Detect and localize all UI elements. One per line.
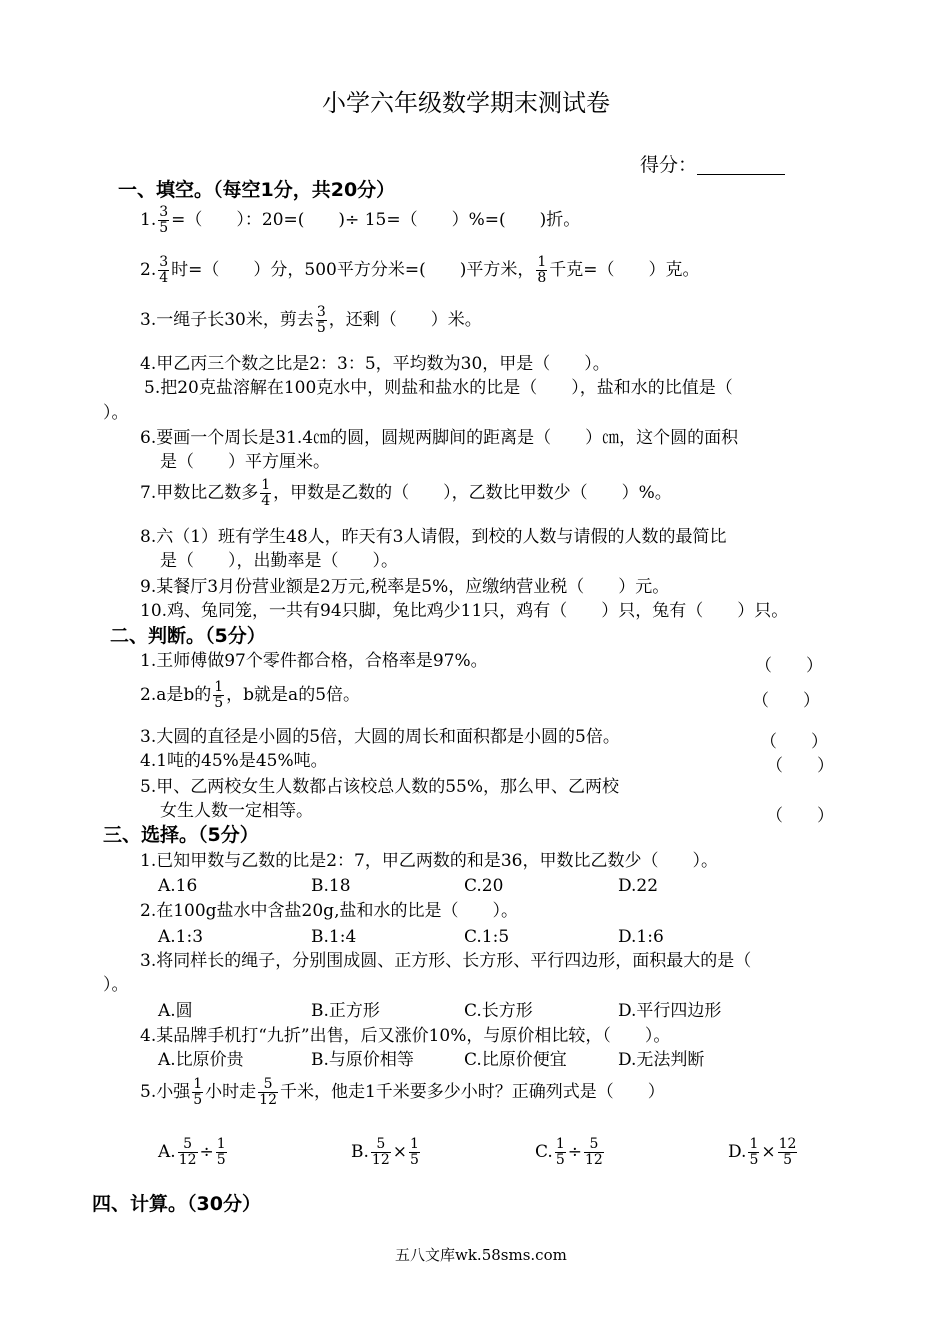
s1-q3: 3.一绳子长30米，剪去 $\frac{3}{5}$ ，还剩（ ）米。: [140, 304, 482, 336]
s3-q2-opt-b[interactable]: B.1:4: [311, 927, 357, 947]
s2-q4: 4.1吨的45%是45%吨。: [140, 751, 328, 771]
fraction: $\frac{1}{4}$: [261, 477, 271, 509]
s1-q8: 8.六（1）班有学生48人，昨天有3人请假，到校的人数与请假的人数的最简比: [140, 527, 727, 547]
fraction: $\frac{1}{5}$: [216, 1136, 226, 1168]
fraction: $\frac{5}{12}$: [178, 1136, 197, 1168]
fraction: $\frac{5}{12}$: [371, 1136, 390, 1168]
s3-q2-opt-a[interactable]: A.1:3: [158, 927, 204, 947]
fraction: $\frac{5}{12}$: [584, 1136, 603, 1168]
fraction: $\frac{1}{8}$: [537, 254, 547, 286]
s1-q5-cont: ）。: [103, 403, 129, 423]
s1-q10: 10.鸡、兔同笼，一共有94只脚，兔比鸡少11只，鸡有（ ）只，兔有（ ）只。: [140, 601, 789, 621]
s3-q3-opt-a[interactable]: A.圆: [158, 1001, 193, 1021]
s2-q5: 5.甲、乙两校女生人数都占该校总人数的55%，那么甲、乙两校: [140, 777, 620, 797]
fraction: $\frac{1}{5}$: [749, 1136, 759, 1168]
s3-q3-opt-b[interactable]: B.正方形: [311, 1001, 380, 1021]
s3-q1-opt-d[interactable]: D.22: [618, 876, 659, 896]
s3-q3-opt-d[interactable]: D.平行四边形: [618, 1001, 722, 1021]
fraction: $\frac{1}{5}$: [214, 679, 224, 711]
s1-q8-cont: 是（ ），出勤率是（ ）。: [160, 551, 398, 571]
fraction: $\frac{12}{5}$: [778, 1136, 797, 1168]
s3-q5: 5.小强 $\frac{1}{5}$ 小时走 $\frac{5}{12}$ 千米，他走1千米要多少小时？正确列式是（ ）: [140, 1076, 665, 1108]
section-2-heading: 二、判断。（5分）: [110, 625, 266, 647]
score-label: 得分：: [640, 154, 698, 176]
s2-q4-answer[interactable]: （ ）: [766, 756, 834, 776]
s1-q2: 2. $\frac{3}{4}$ 时=（ ）分，500平方分米=( )平方米， $\frac{1}{8}$ 千克=（ ）克。: [140, 254, 700, 286]
s3-q1-opt-a[interactable]: A.16: [158, 876, 198, 896]
fraction: $\frac{1}{5}$: [193, 1076, 203, 1108]
s1-q6: 6.要画一个周长是31.4㎝的圆，圆规两脚间的距离是（ ）㎝，这个圆的面积: [140, 428, 739, 448]
s3-q5-opt-a[interactable]: A. $\frac{5}{12}$ ÷ $\frac{1}{5}$: [158, 1136, 226, 1168]
s3-q2: 2.在100g盐水中含盐20g,盐和水的比是（ ）。: [140, 901, 518, 921]
section-4-heading: 四、计算。（30分）: [92, 1193, 261, 1215]
s3-q4: 4.某品牌手机打“九折”出售，后又涨价10%，与原价相比较，（ ）。: [140, 1026, 671, 1046]
s2-q1-answer[interactable]: （ ）: [755, 656, 823, 676]
s3-q2-opt-d[interactable]: D.1:6: [618, 927, 664, 947]
s3-q3: 3.将同样长的绳子，分别围成圆、正方形、长方形、平行四边形，面积最大的是（: [140, 951, 752, 971]
s1-q7: 7.甲数比乙数多 $\frac{1}{4}$ ，甲数是乙数的（ ），乙数比甲数少（ ）%。: [140, 477, 672, 509]
s3-q5-opt-c[interactable]: C. $\frac{1}{5}$ ÷ $\frac{5}{12}$: [535, 1136, 603, 1168]
s3-q4-opt-d[interactable]: D.无法判断: [618, 1050, 705, 1070]
s3-q4-opt-c[interactable]: C.比原价便宜: [464, 1050, 567, 1070]
s3-q1-opt-c[interactable]: C.20: [464, 876, 504, 896]
s3-q4-opt-a[interactable]: A.比原价贵: [158, 1050, 244, 1070]
fraction: $\frac{1}{5}$: [555, 1136, 565, 1168]
s1-q5: 5.把20克盐溶解在100克水中，则盐和盐水的比是（ ），盐和水的比值是（: [144, 378, 733, 398]
fraction: $\frac{3}{5}$: [159, 204, 169, 236]
s2-q2-answer[interactable]: （ ）: [752, 691, 820, 711]
section-3-heading: 三、选择。（5分）: [103, 824, 259, 846]
s3-q5-opt-d[interactable]: D. $\frac{1}{5}$ × $\frac{12}{5}$: [728, 1136, 797, 1168]
s2-q2: 2.a是b的 $\frac{1}{5}$ ，b就是a的5倍。: [140, 679, 361, 711]
s1-q6-cont: 是（ ）平方厘米。: [160, 452, 330, 472]
fraction: $\frac{3}{5}$: [316, 304, 326, 336]
section-1-heading: 一、填空。（每空1分，共20分）: [118, 179, 396, 201]
s3-q1: 1.已知甲数与乙数的比是2：7，甲乙两数的和是36，甲数比乙数少（ ）。: [140, 851, 718, 871]
s2-q1: 1.王师傅做97个零件都合格，合格率是97%。: [140, 651, 488, 671]
fraction: $\frac{1}{5}$: [409, 1136, 419, 1168]
s2-q5-cont: 女生人数一定相等。: [160, 801, 313, 821]
s2-q3-answer[interactable]: （ ）: [760, 732, 828, 752]
s3-q3-opt-c[interactable]: C.长方形: [464, 1001, 533, 1021]
s2-q3: 3.大圆的直径是小圆的5倍，大圆的周长和面积都是小圆的5倍。: [140, 727, 620, 747]
score-blank: [697, 158, 785, 175]
s1-q1: 1. $\frac{3}{5}$ =（ ）：20=( )÷ 15=（ ）%=( )折。: [140, 204, 581, 236]
fraction: $\frac{5}{12}$: [259, 1076, 277, 1108]
score-field: [640, 155, 785, 175]
page-title: 小学六年级数学期末测试卷: [322, 89, 610, 117]
s3-q5-opt-b[interactable]: B. $\frac{5}{12}$ × $\frac{1}{5}$: [351, 1136, 419, 1168]
s3-q3-cont: ）。: [103, 975, 129, 995]
fraction: $\frac{3}{4}$: [159, 254, 169, 286]
s3-q4-opt-b[interactable]: B.与原价相等: [311, 1050, 414, 1070]
s2-q5-answer[interactable]: （ ）: [766, 806, 834, 826]
footer-watermark: 五八文库wk.58sms.com: [395, 1246, 567, 1264]
s3-q1-opt-b[interactable]: B.18: [311, 876, 351, 896]
s1-q9: 9.某餐厅3月份营业额是2万元,税率是5%，应缴纳营业税（ ）元。: [140, 577, 670, 597]
s1-q4: 4.甲乙丙三个数之比是2：3：5，平均数为30，甲是（ ）。: [140, 354, 610, 374]
s3-q2-opt-c[interactable]: C.1:5: [464, 927, 510, 947]
